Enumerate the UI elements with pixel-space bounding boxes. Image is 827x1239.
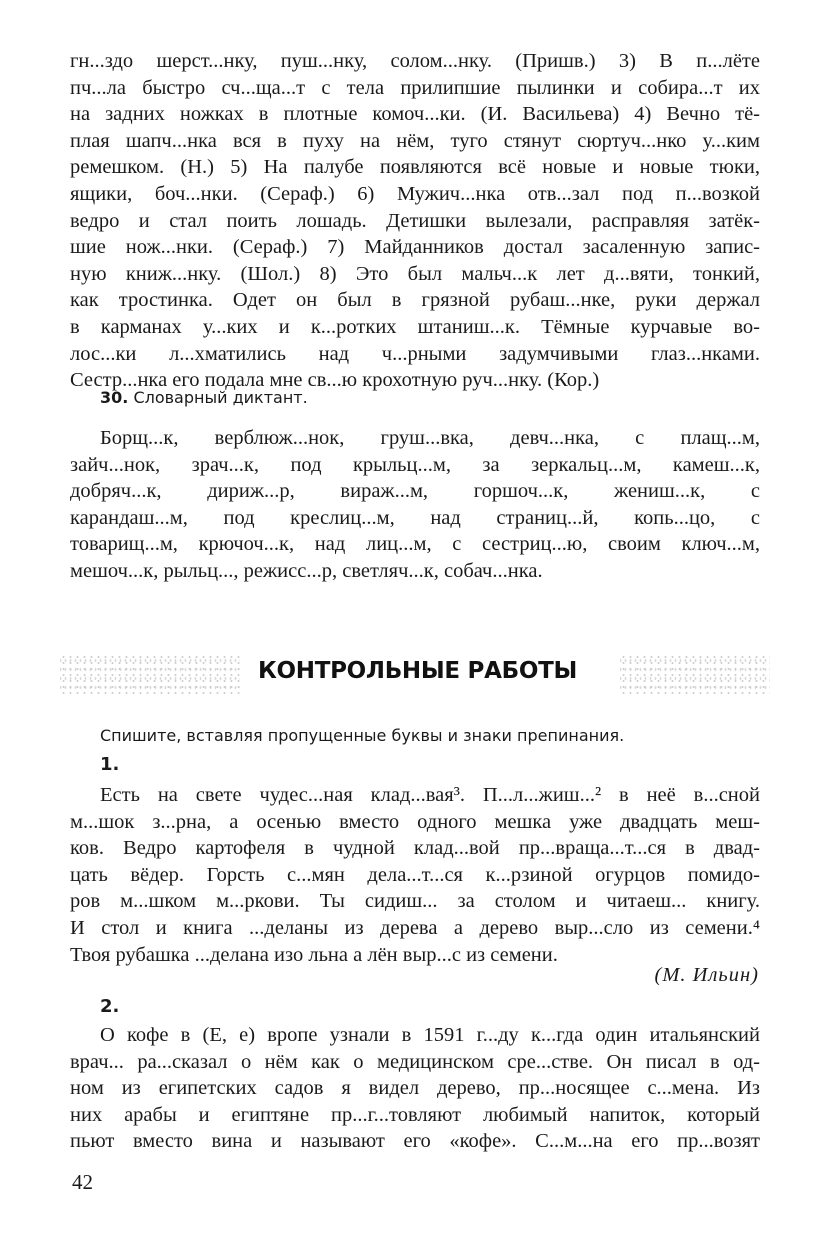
text-line: ров м...шком м...ркови. Ты сидиш... за столом и читаеш... книгу.: [70, 890, 760, 913]
text-line: Есть на свете чудес...ная клад...вая³. П...л...жиш...² в неё в...сной: [100, 784, 760, 806]
work-1-text: [70, 782, 760, 968]
text-line: пьют вместо вина и называют его «кофе». С...м...на его пр...возят: [70, 1130, 760, 1153]
text-line: шие нож...нки. (Сераф.) 7) Майданников достал засаленную запис-: [70, 236, 760, 259]
text-line: Сестр...нка его подала мне св...ю крохотную руч...нку. (Кор.): [70, 369, 600, 392]
text-line: зайч...нок, зрач...к, под крыльц...м, за зеркальц...м, камеш...к,: [70, 453, 760, 476]
text-line: цать вёдер. Горсть с...мян дела...т...ся к...рзиной огурцов помидо-: [70, 863, 760, 886]
text-line: врач... ра...сказал о нём как о медицинском сре...стве. Он писал в од-: [70, 1050, 760, 1073]
section-heading: КОНТРОЛЬНЫЕ РАБОТЫ: [258, 658, 577, 684]
text-line: ведро и стал поить лошадь. Детишки вылезали, расправляя затёк-: [70, 209, 760, 232]
text-line: ремешком. (Н.) 5) На палубе появляются всё новые и новые тюки,: [70, 156, 760, 179]
work-1-number: 1.: [100, 754, 120, 775]
decorative-speckle-left: [60, 654, 240, 694]
text-line: м...шок з...рна, а осенью вместо одного мешка уже двадцать меш-: [70, 810, 760, 833]
text-line: ную книж...нку. (Шол.) 8) Это был мальч...к лет д...вяти, тонкий,: [70, 262, 760, 285]
author-attribution: (М. Ильин): [654, 964, 759, 986]
text-line: добряч...к, дириж...р, вираж...м, горшоч...к, жениш...к, с: [70, 480, 760, 503]
text-line: карандаш...м, под креслиц...м, над страниц...й, копь...цо, с: [70, 506, 760, 529]
page-number: 42: [72, 1170, 93, 1194]
text-line: ном из египетских садов я видел дерево, пр...носящее с...мена. Из: [70, 1077, 760, 1100]
text-line: ящики, боч...нки. (Сераф.) 6) Мужич...нка отв...зал под п...возкой: [70, 182, 760, 205]
text-line: гн...здо шерст...нку, пуш...нку, солом...нку. (Пришв.) 3) В п...лёте: [70, 50, 760, 72]
text-line: Борщ...к, верблюж...нок, груш...вка, девч...нка, с плащ...м,: [100, 427, 760, 449]
work-2-text: [70, 1022, 760, 1155]
text-line: Твоя рубашка ...делана изо льна а лён выр...с из семени.: [70, 943, 558, 966]
exercise-title: Словарный диктант.: [133, 388, 308, 407]
text-line: ков. Ведро картофеля в чудной клад...вой пр...враща...т...ся в двад-: [70, 837, 760, 860]
exercise-number: 30.: [100, 388, 129, 407]
instruction: Спишите, вставляя пропущенные буквы и знаки препинания.: [100, 726, 625, 745]
exercise-30-heading: [100, 388, 308, 407]
exercise-30-text: [70, 425, 760, 585]
text-line: мешоч...к, рыльц..., режисс...р, светляч...к, собач...нка.: [70, 559, 543, 582]
decorative-speckle-right: [620, 654, 770, 694]
text-line: в карманах у...ких и к...ротких штаниш...к. Тёмные курчавые во-: [70, 315, 760, 338]
work-2-number: 2.: [100, 996, 120, 1017]
text-line: плая шапч...нка вся в пуху на нём, туго стянут сюртуч...нко у...ким: [70, 129, 760, 152]
text-line: О кофе в (Е, е) вропе узнали в 1591 г...ду к...гда один итальянский: [100, 1024, 760, 1046]
text-line: как тростинка. Одет он был в грязной рубаш...нке, руки держал: [70, 289, 760, 312]
text-line: них арабы и египтяне пр...г...товляют любимый напиток, который: [70, 1103, 760, 1126]
section-heading-banner: [60, 650, 770, 700]
text-line: товарищ...м, крючоч...к, над лиц...м, с сестриц...ю, своим ключ...м,: [70, 533, 760, 556]
text-line: И стол и книга ...деланы из дерева а дерево выр...сло из семени.⁴: [70, 916, 760, 939]
exercise-29-text: [70, 48, 760, 394]
text-line: на задних ножках в плотные комоч...ки. (И. Васильева) 4) Вечно тё-: [70, 103, 760, 126]
text-line: лос...ки л...хматились над ч...рными задумчивыми глаз...нками.: [70, 342, 760, 365]
text-line: пч...ла быстро сч...ща...т с тела прилипшие пылинки и собира...т их: [70, 76, 760, 99]
